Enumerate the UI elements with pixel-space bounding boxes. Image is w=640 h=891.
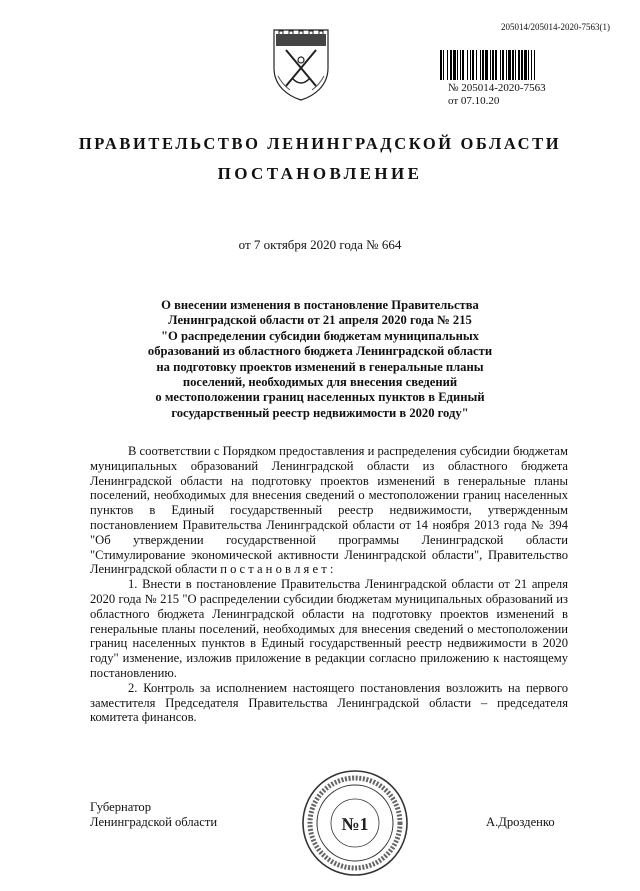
subject-line: на подготовку проектов изменений в генеральные планы <box>156 359 484 374</box>
signatory-name: А.Дрозденко <box>486 815 555 829</box>
signatory-position-line: Ленинградской области <box>90 815 218 829</box>
subject-line: О внесении изменения в постановление Правительства <box>161 298 479 312</box>
signatory-position <box>90 800 217 830</box>
subject-line: Ленинградской области от 21 апреля 2020 года № 215 <box>168 313 472 328</box>
resolution-body <box>90 444 568 725</box>
registration-stamp <box>448 82 546 108</box>
subject-line: "О распределении субсидии бюджетам муниципальных <box>161 328 479 343</box>
seal-number: №1 <box>341 814 369 834</box>
registration-date: от 07.10.20 <box>448 95 500 107</box>
document-reference: 205014/205014-2020-7563(1) <box>501 22 610 32</box>
document-type-title: ПОСТАНОВЛЕНИЕ <box>217 164 423 183</box>
registration-number: № 205014-2020-7563 <box>448 82 546 94</box>
barcode-icon <box>440 50 610 80</box>
preamble-paragraph: В соответствии с Порядком предоставления и распределения субсидии бюджетам муниципальных образований Ленинградской области из областного бюджета Ленинградской области на подготовку проектов изменений в генеральные планы поселений, необходимых для внесения сведений о местоположении границ населенных пунктов в Единый государственный реестр недвижимости, утвержденным постановлением Правительства Ленинградской области от 14 ноября 2013 года № 394 "Об утверждении государственной программы Ленинградской области "Стимулирование экономической активности Ленинградской области", Правительство Ленинградской области п о с т а н о в л я е т : <box>90 444 568 577</box>
subject-line: государственный реестр недвижимости в 2020 году" <box>171 405 469 420</box>
resolution-date-number: от 7 октября 2020 года № 664 <box>238 237 402 252</box>
subject-line: о местоположении границ населенных пунктов в Единый <box>155 390 485 405</box>
subject-line: образований из областного бюджета Ленинградской области <box>147 344 493 359</box>
coat-of-arms-icon <box>270 28 332 102</box>
resolution-subject <box>130 298 510 421</box>
subject-line: поселений, необходимых для внесения сведений <box>182 375 458 390</box>
government-title: ПРАВИТЕЛЬСТВО ЛЕНИНГРАДСКОЙ ОБЛАСТИ <box>78 134 562 153</box>
signatory-position-line: Губернатор <box>90 800 151 814</box>
round-seal-icon <box>300 768 410 878</box>
clause-1-paragraph: 1. Внести в постановление Правительства Ленинградской области от 21 апреля 2020 года № 215 "О распределении субсидии бюджетам муниципальных образований из областного бюджета Ленинградской области на подготовку проектов изменений в генеральные планы поселений, необходимых для внесения сведений о местоположении границ населенных пунктов в Единый государственный реестр недвижимости в 2020 году" изменение, изложив приложение в редакции согласно приложению к настоящему постановлению. <box>90 577 568 680</box>
clause-2-paragraph: 2. Контроль за исполнением настоящего постановления возложить на первого заместителя Председателя Правительства Ленинградской области – председателя комитета финансов. <box>90 680 568 725</box>
